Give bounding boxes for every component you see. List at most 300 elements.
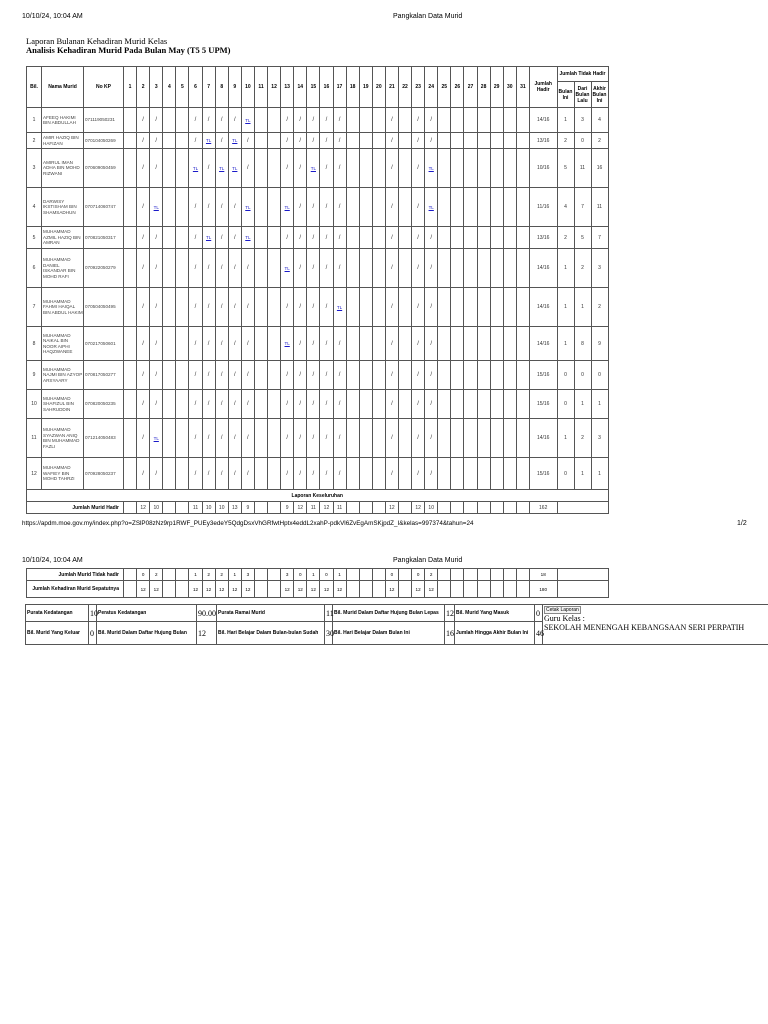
day-cell-absent-link[interactable]: TL — [307, 149, 320, 188]
day-cell-present: / — [294, 108, 307, 133]
day-cell-present: / — [307, 361, 320, 390]
day-cell-empty — [438, 133, 451, 149]
col-header-day: 14 — [294, 67, 307, 108]
day-cell-present: / — [412, 419, 425, 458]
day-cell-present: / — [281, 458, 294, 490]
jumlah-sepatutnya-row-day-value: 12 — [412, 581, 425, 598]
student-name: MUHAMMAD SYAZWAN ANIQ BIN MUHAMMAD FAZLI — [42, 419, 84, 458]
day-cell-empty — [477, 390, 490, 419]
day-cell-empty — [124, 249, 137, 288]
day-cell-present: / — [385, 133, 398, 149]
col-header-day: 30 — [503, 67, 516, 108]
day-cell-empty — [477, 133, 490, 149]
day-cell-empty — [451, 419, 464, 458]
day-cell-present: / — [333, 188, 346, 227]
col-header-day: 25 — [438, 67, 451, 108]
jumlah-tidak-hadir-row-day-value: 1 — [307, 569, 320, 581]
student-bulan-ini: 1 — [557, 249, 574, 288]
day-cell-present: / — [215, 327, 228, 361]
day-cell-empty — [254, 188, 267, 227]
day-cell-empty — [503, 327, 516, 361]
day-cell-present: / — [215, 288, 228, 327]
day-cell-absent-link[interactable]: TL — [189, 149, 202, 188]
student-name: MUHAMMAD WAFIEY BIN MOHD TAHRZI — [42, 458, 84, 490]
day-cell-absent-link[interactable]: TL — [228, 133, 241, 149]
jumlah-murid-hadir-row-day-value: 12 — [137, 502, 150, 514]
day-cell-present: / — [241, 419, 254, 458]
student-dari-bulan-lalu: 5 — [574, 227, 591, 249]
empty-cell — [557, 581, 608, 598]
student-nokp: 071119050231 — [84, 108, 124, 133]
day-cell-empty — [438, 390, 451, 419]
jumlah-murid-hadir-row-day-value — [359, 502, 372, 514]
day-cell-present: / — [137, 149, 150, 188]
jumlah-sepatutnya-row-day-value — [438, 581, 451, 598]
day-cell-present: / — [281, 361, 294, 390]
day-cell-present: / — [215, 227, 228, 249]
day-cell-empty — [464, 419, 477, 458]
day-cell-absent-link[interactable]: TL — [150, 419, 163, 458]
day-cell-absent-link[interactable]: TL — [202, 133, 215, 149]
day-cell-empty — [503, 419, 516, 458]
jumlah-murid-hadir-row-day-value — [464, 502, 477, 514]
student-akhir-bulan-ini: 7 — [591, 227, 608, 249]
student-jumlah-hadir: 14/16 — [529, 419, 557, 458]
student-bulan-ini: 5 — [557, 149, 574, 188]
col-header-day: 12 — [268, 67, 281, 108]
day-cell-present: / — [189, 288, 202, 327]
day-cell-present: / — [281, 288, 294, 327]
murid-masuk-label: Bil. Murid Yang Masuk — [455, 605, 535, 622]
student-jumlah-hadir: 14/16 — [529, 108, 557, 133]
day-cell-present: / — [412, 390, 425, 419]
day-cell-present: / — [137, 188, 150, 227]
day-cell-absent-link[interactable]: TL — [202, 227, 215, 249]
jumlah-tidak-hadir-row-day-value: 1 — [189, 569, 202, 581]
day-cell-empty — [398, 458, 411, 490]
student-akhir-bulan-ini: 9 — [591, 327, 608, 361]
student-dari-bulan-lalu: 1 — [574, 390, 591, 419]
jumlah-sepatutnya-row-day-value: 12 — [281, 581, 294, 598]
student-row — [27, 327, 609, 361]
jumlah-tidak-hadir-row-day-value: 0 — [412, 569, 425, 581]
day-cell-empty — [176, 327, 189, 361]
day-cell-present: / — [333, 419, 346, 458]
student-nokp: 070928050237 — [84, 458, 124, 490]
jumlah-sepatutnya-row-day-value: 12 — [202, 581, 215, 598]
day-cell-present: / — [228, 249, 241, 288]
day-cell-present: / — [189, 249, 202, 288]
col-header-dari-bulan-lalu: Dari Bulan Lalu — [574, 82, 591, 108]
day-cell-empty — [464, 149, 477, 188]
day-cell-empty — [490, 227, 503, 249]
day-cell-present: / — [333, 327, 346, 361]
col-header-bil: Bil. — [27, 67, 42, 108]
day-cell-present: / — [241, 458, 254, 490]
col-header-day: 5 — [176, 67, 189, 108]
jumlah-murid-hadir-row-day-value: 10 — [425, 502, 438, 514]
day-cell-empty — [516, 149, 529, 188]
jumlah-sepatutnya-row-day-value — [268, 581, 281, 598]
day-cell-empty — [268, 227, 281, 249]
jumlah-murid-hadir-row-day-value: 13 — [228, 502, 241, 514]
student-bil: 9 — [27, 361, 42, 390]
day-cell-present: / — [202, 327, 215, 361]
jumlah-murid-hadir-row-day-value: 10 — [215, 502, 228, 514]
jumlah-murid-hadir-row-day-value: 12 — [385, 502, 398, 514]
day-cell-present: / — [202, 108, 215, 133]
col-header-day: 10 — [241, 67, 254, 108]
day-cell-present: / — [202, 390, 215, 419]
day-cell-empty — [163, 227, 176, 249]
day-cell-empty — [163, 458, 176, 490]
cetak-laporan-button[interactable]: Cetak Laporan — [546, 607, 579, 613]
jumlah-murid-hadir-row-day-value — [163, 502, 176, 514]
day-cell-present: / — [385, 327, 398, 361]
day-cell-present: / — [320, 361, 333, 390]
day-cell-empty — [268, 361, 281, 390]
jumlah-murid-hadir-row-day-value: 11 — [307, 502, 320, 514]
jumlah-akhir-value: 46 — [535, 622, 543, 645]
day-cell-present: / — [294, 249, 307, 288]
jumlah-sepatutnya-row-day-value — [464, 581, 477, 598]
day-cell-absent-link[interactable]: TL — [425, 149, 438, 188]
day-cell-empty — [477, 149, 490, 188]
day-cell-present: / — [150, 108, 163, 133]
day-cell-present: / — [385, 188, 398, 227]
day-cell-empty — [398, 249, 411, 288]
day-cell-empty — [268, 133, 281, 149]
jumlah-murid-hadir-row-day-value: 9 — [241, 502, 254, 514]
day-cell-present: / — [202, 188, 215, 227]
day-cell-empty — [359, 361, 372, 390]
day-cell-absent-link[interactable]: TL — [425, 188, 438, 227]
day-cell-present: / — [385, 361, 398, 390]
day-cell-present: / — [281, 419, 294, 458]
day-cell-empty — [490, 149, 503, 188]
day-cell-empty — [516, 133, 529, 149]
day-cell-empty — [451, 149, 464, 188]
day-cell-empty — [438, 288, 451, 327]
day-cell-present: / — [294, 149, 307, 188]
col-header-day: 24 — [425, 67, 438, 108]
day-cell-empty — [398, 419, 411, 458]
day-cell-present: / — [228, 227, 241, 249]
day-cell-empty — [490, 419, 503, 458]
jumlah-murid-hadir-row-day-value — [398, 502, 411, 514]
day-cell-empty — [359, 458, 372, 490]
col-header-day: 19 — [359, 67, 372, 108]
day-cell-present: / — [189, 361, 202, 390]
day-cell-present: / — [137, 327, 150, 361]
student-nokp: 070504050495 — [84, 288, 124, 327]
jumlah-tidak-hadir-row-day-value: 3 — [281, 569, 294, 581]
day-cell-present: / — [425, 227, 438, 249]
day-cell-empty — [464, 133, 477, 149]
day-cell-present: / — [425, 249, 438, 288]
day-cell-present: / — [412, 249, 425, 288]
col-header-day: 1 — [124, 67, 137, 108]
jumlah-murid-hadir-row-day-value: 10 — [150, 502, 163, 514]
day-cell-present: / — [189, 227, 202, 249]
day-cell-present: / — [333, 227, 346, 249]
student-jumlah-hadir: 14/16 — [529, 327, 557, 361]
day-cell-present: / — [294, 390, 307, 419]
student-jumlah-hadir: 14/16 — [529, 249, 557, 288]
day-cell-present: / — [294, 227, 307, 249]
day-cell-empty — [372, 288, 385, 327]
day-cell-present: / — [215, 188, 228, 227]
col-header-day: 28 — [477, 67, 490, 108]
day-cell-present: / — [202, 249, 215, 288]
jumlah-murid-hadir-row-day-value — [451, 502, 464, 514]
day-cell-empty — [254, 133, 267, 149]
student-dari-bulan-lalu: 2 — [574, 249, 591, 288]
col-header-day: 20 — [372, 67, 385, 108]
day-cell-present: / — [320, 458, 333, 490]
day-cell-empty — [372, 419, 385, 458]
student-akhir-bulan-ini: 0 — [591, 361, 608, 390]
col-header-day: 15 — [307, 67, 320, 108]
day-cell-absent-link[interactable]: TL — [150, 188, 163, 227]
day-cell-present: / — [150, 227, 163, 249]
jumlah-tidak-hadir-row-day-value: 0 — [385, 569, 398, 581]
day-cell-present: / — [307, 227, 320, 249]
student-name: AMIR HAZIQ BIN HAFIZAN — [42, 133, 84, 149]
jumlah-sepatutnya-row-day-value — [176, 581, 189, 598]
day-cell-empty — [163, 419, 176, 458]
day-cell-present: / — [189, 327, 202, 361]
day-cell-present: / — [307, 327, 320, 361]
student-bil: 1 — [27, 108, 42, 133]
jumlah-tidak-hadir-row-day-value — [451, 569, 464, 581]
attendance-summary-rows — [26, 568, 609, 598]
hari-sudah-label: Bil. Hari Belajar Dalam Bulan-bulan Sudah — [217, 622, 325, 645]
day-cell-empty — [359, 108, 372, 133]
hari-ini-label: Bil. Hari Belajar Dalam Bulan Ini — [333, 622, 445, 645]
day-cell-empty — [372, 458, 385, 490]
day-cell-present: / — [294, 188, 307, 227]
student-akhir-bulan-ini: 1 — [591, 390, 608, 419]
student-bil: 7 — [27, 288, 42, 327]
student-bulan-ini: 1 — [557, 419, 574, 458]
day-cell-present: / — [241, 288, 254, 327]
day-cell-empty — [398, 108, 411, 133]
peratus-kedatangan-value: 90.00 — [197, 605, 217, 622]
day-cell-present: / — [294, 361, 307, 390]
col-header-nama: Nama Murid — [42, 67, 84, 108]
student-akhir-bulan-ini: 16 — [591, 149, 608, 188]
day-cell-empty — [438, 361, 451, 390]
day-cell-empty — [176, 227, 189, 249]
print-datetime-2: 10/10/24, 10:04 AM — [22, 557, 83, 564]
day-cell-absent-link[interactable]: TL — [228, 149, 241, 188]
day-cell-absent-link[interactable]: TL — [281, 188, 294, 227]
day-cell-present: / — [228, 390, 241, 419]
jumlah-sepatutnya-row-day-value — [490, 581, 503, 598]
jumlah-sepatutnya-row-day-value: 12 — [189, 581, 202, 598]
laporan-keseluruhan-heading: Laporan Keseluruhan — [27, 490, 609, 502]
day-cell-empty — [163, 133, 176, 149]
day-cell-empty — [516, 288, 529, 327]
day-cell-present: / — [202, 458, 215, 490]
day-cell-empty — [490, 458, 503, 490]
day-cell-empty — [359, 288, 372, 327]
student-name: MUHAMMAD NAIKAL BIN NOOR AIPHI HAQZWANEE — [42, 327, 84, 361]
jumlah-sepatutnya-row-label: Jumlah Kehadiran Murid Sepatutnya — [27, 581, 124, 598]
jumlah-murid-hadir-row-day-value — [490, 502, 503, 514]
purata-kedatangan-label: Purata Kedatangan — [26, 605, 89, 622]
day-cell-present: / — [412, 133, 425, 149]
jumlah-murid-hadir-row-day-value — [254, 502, 267, 514]
day-cell-empty — [346, 327, 359, 361]
summary-table — [25, 604, 768, 645]
day-cell-absent-link[interactable]: TL — [281, 249, 294, 288]
day-cell-empty — [268, 327, 281, 361]
jumlah-sepatutnya-row-day-value — [477, 581, 490, 598]
day-cell-present: / — [333, 108, 346, 133]
day-cell-empty — [254, 108, 267, 133]
day-cell-empty — [346, 390, 359, 419]
day-cell-present: / — [320, 149, 333, 188]
col-header-day: 21 — [385, 67, 398, 108]
day-cell-empty — [268, 419, 281, 458]
day-cell-present: / — [425, 361, 438, 390]
day-cell-empty — [346, 419, 359, 458]
jumlah-tidak-hadir-row-day-value: 1 — [333, 569, 346, 581]
day-cell-empty — [477, 288, 490, 327]
day-cell-present: / — [228, 361, 241, 390]
day-cell-empty — [372, 188, 385, 227]
student-nokp: 070104050269 — [84, 133, 124, 149]
student-name: MUHAMMAD DANIEL ISKANDAR BIN MOHD RAFI — [42, 249, 84, 288]
day-cell-empty — [451, 361, 464, 390]
day-cell-present: / — [385, 227, 398, 249]
day-cell-present: / — [385, 108, 398, 133]
day-cell-empty — [163, 249, 176, 288]
col-header-day: 31 — [516, 67, 529, 108]
col-header-day: 2 — [137, 67, 150, 108]
jumlah-tidak-hadir-row-day-value — [346, 569, 359, 581]
day-cell-empty — [124, 390, 137, 419]
day-cell-absent-link[interactable]: TL — [333, 288, 346, 327]
student-dari-bulan-lalu: 7 — [574, 188, 591, 227]
jumlah-sepatutnya-row-day-value: 12 — [385, 581, 398, 598]
jumlah-murid-hadir-row-day-value: 11 — [333, 502, 346, 514]
student-jumlah-hadir: 13/16 — [529, 227, 557, 249]
day-cell-empty — [516, 327, 529, 361]
print-site-title-2: Pangkalan Data Murid — [393, 557, 463, 564]
day-cell-empty — [398, 288, 411, 327]
day-cell-empty — [477, 419, 490, 458]
guru-kelas-cell — [543, 605, 768, 645]
day-cell-present: / — [241, 133, 254, 149]
day-cell-empty — [372, 327, 385, 361]
day-cell-empty — [254, 458, 267, 490]
day-cell-present: / — [228, 419, 241, 458]
day-cell-empty — [372, 227, 385, 249]
day-cell-empty — [451, 327, 464, 361]
murid-keluar-value: 0 — [89, 622, 97, 645]
day-cell-present: / — [189, 390, 202, 419]
day-cell-present: / — [320, 390, 333, 419]
day-cell-empty — [516, 227, 529, 249]
col-header-jumlah-hadir: Jumlah Hadir — [529, 67, 557, 108]
day-cell-empty — [503, 361, 516, 390]
day-cell-empty — [503, 133, 516, 149]
day-cell-present: / — [412, 108, 425, 133]
col-header-day: 11 — [254, 67, 267, 108]
jumlah-sepatutnya-row-day-value: 12 — [320, 581, 333, 598]
day-cell-present: / — [294, 458, 307, 490]
day-cell-empty — [254, 327, 267, 361]
day-cell-empty — [346, 227, 359, 249]
jumlah-sepatutnya-row-day-value — [372, 581, 385, 598]
day-cell-empty — [372, 108, 385, 133]
print-site-title: Pangkalan Data Murid — [393, 13, 463, 20]
day-cell-empty — [163, 327, 176, 361]
day-cell-present: / — [425, 108, 438, 133]
day-cell-empty — [451, 458, 464, 490]
day-cell-empty — [254, 390, 267, 419]
day-cell-empty — [451, 188, 464, 227]
student-dari-bulan-lalu: 2 — [574, 419, 591, 458]
day-cell-empty — [503, 288, 516, 327]
jumlah-tidak-hadir-row-day-value — [438, 569, 451, 581]
day-cell-empty — [163, 390, 176, 419]
jumlah-tidak-hadir-row-day-value: 2 — [150, 569, 163, 581]
day-cell-empty — [176, 458, 189, 490]
day-cell-absent-link[interactable]: TL — [241, 188, 254, 227]
jumlah-sepatutnya-row-day-value: 12 — [228, 581, 241, 598]
jumlah-tidak-hadir-row-day-value — [516, 569, 529, 581]
student-bulan-ini: 1 — [557, 288, 574, 327]
day-cell-present: / — [425, 288, 438, 327]
day-cell-absent-link[interactable]: TL — [215, 149, 228, 188]
jumlah-tidak-hadir-row-day-value — [359, 569, 372, 581]
day-cell-present: / — [307, 108, 320, 133]
day-cell-empty — [346, 108, 359, 133]
day-cell-empty — [346, 458, 359, 490]
purata-ramai-label: Purata Ramai Murid — [217, 605, 325, 622]
day-cell-empty — [163, 188, 176, 227]
day-cell-empty — [477, 458, 490, 490]
jumlah-sepatutnya-row-day-value: 12 — [294, 581, 307, 598]
jumlah-murid-hadir-row-day-value — [503, 502, 516, 514]
day-cell-absent-link[interactable]: TL — [241, 227, 254, 249]
day-cell-absent-link[interactable]: TL — [241, 108, 254, 133]
day-cell-empty — [477, 227, 490, 249]
day-cell-empty — [503, 188, 516, 227]
col-header-bulan-ini: Bulan Ini — [557, 82, 574, 108]
jumlah-sepatutnya-row-day-value: 12 — [307, 581, 320, 598]
col-header-akhir-bulan-ini: Akhir Bulan Ini — [591, 82, 608, 108]
jumlah-tidak-hadir-row-total: 18 — [529, 569, 557, 581]
day-cell-empty — [490, 133, 503, 149]
day-cell-present: / — [412, 458, 425, 490]
day-cell-empty — [398, 390, 411, 419]
day-cell-present: / — [385, 249, 398, 288]
day-cell-empty — [398, 188, 411, 227]
student-nokp: 070609050459 — [84, 149, 124, 188]
student-row — [27, 361, 609, 390]
student-row — [27, 249, 609, 288]
student-akhir-bulan-ini: 2 — [591, 288, 608, 327]
student-row — [27, 458, 609, 490]
day-cell-empty — [346, 149, 359, 188]
day-cell-absent-link[interactable]: TL — [281, 327, 294, 361]
day-cell-empty — [359, 188, 372, 227]
